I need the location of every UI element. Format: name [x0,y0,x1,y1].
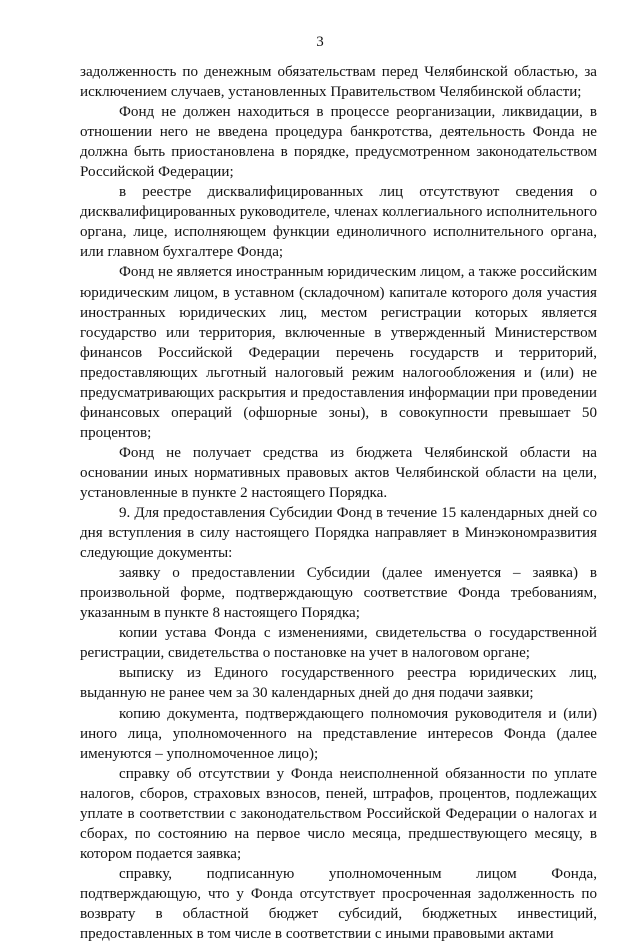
paragraph-item-9: 9. Для предоставления Субсидии Фонд в течение 15 календарных дней со дня вступления в силу настоящего Порядка направляет в Минэкономразвития следующие документы: [80,505,597,562]
document-body [80,62,597,944]
paragraph-authority-document: копию документа, подтверждающего полномочия руководителя и (или) иного лица, уполномоченного на представление интересов Фонда (далее именуются – уполномоченное лицо); [80,705,597,762]
page-number: 3 [316,34,324,50]
paragraph-debt-certificate: справку, подписанную уполномоченным лицом Фонда, подтверждающую, что у Фонда отсутствует просроченная задолженность по возврату в областной бюджет субсидий, бюджетных инвестиций, предоставленных в том числе в соответствии с иными правовыми актами [80,865,597,943]
paragraph-disqualified-registry: в реестре дисквалифицированных лиц отсутствуют сведения о дисквалифицированных руководителе, членах коллегиального исполнительного органа, лице, исполняющем функции единоличного исполнительного органа, или главном бухгалтере Фонда; [80,184,597,261]
paragraph-registry-extract: выписку из Единого государственного реестра юридических лиц, выданную не ранее чем за 30 календарных дней до дня подачи заявки; [80,665,597,702]
paragraph-no-other-funding: Фонд не получает средства из бюджета Челябинской области на основании иных нормативных правовых актов Челябинской области на цели, установленные в пункте 2 настоящего Порядка. [80,444,597,501]
paragraph-no-reorganization: Фонд не должен находиться в процессе реорганизации, ликвидации, в отношении него не введена процедура банкротства, деятельность Фонда не должна быть приостановлена в порядке, предусмотренном законодательством Российской Федерации; [80,104,597,181]
paragraph-debt-continuation: задолженность по денежным обязательствам перед Челябинской областью, за исключением случаев, установленных Правительством Челябинской области; [80,64,597,101]
paragraph-not-foreign-entity: Фонд не является иностранным юридическим лицом, а также российским юридическим лицом, в уставном (складочном) капитале которого доля участия иностранных юридических лиц, местом регистрации которых является государство или территория, включенные в утвержденный Министерством финансов Российской Федерации перечень государств и территорий, предоставляющих льготный налоговый режим налогообложения и (или) не предусматривающих раскрытия и предоставления информации при проведении финансовых операций (офшорные зоны), в совокупности превышает 50 процентов; [80,264,597,441]
paragraph-application: заявку о предоставлении Субсидии (далее именуется – заявка) в произвольной форме, подтверждающую соответствие Фонда требованиям, указанным в пункте 8 настоящего Порядка; [80,565,597,622]
paragraph-charter-copies: копии устава Фонда с изменениями, свидетельства о государственной регистрации, свидетельства о постановке на учет в налоговом органе; [80,625,597,662]
paragraph-tax-certificate: справку об отсутствии у Фонда неисполненной обязанности по уплате налогов, сборов, страховых взносов, пеней, штрафов, процентов, подлежащих уплате в соответствии с законодательством Российской Федерации о налогах и сборах, по состоянию на первое число месяца, предшествующего месяцу, в котором подается заявка; [80,765,597,862]
